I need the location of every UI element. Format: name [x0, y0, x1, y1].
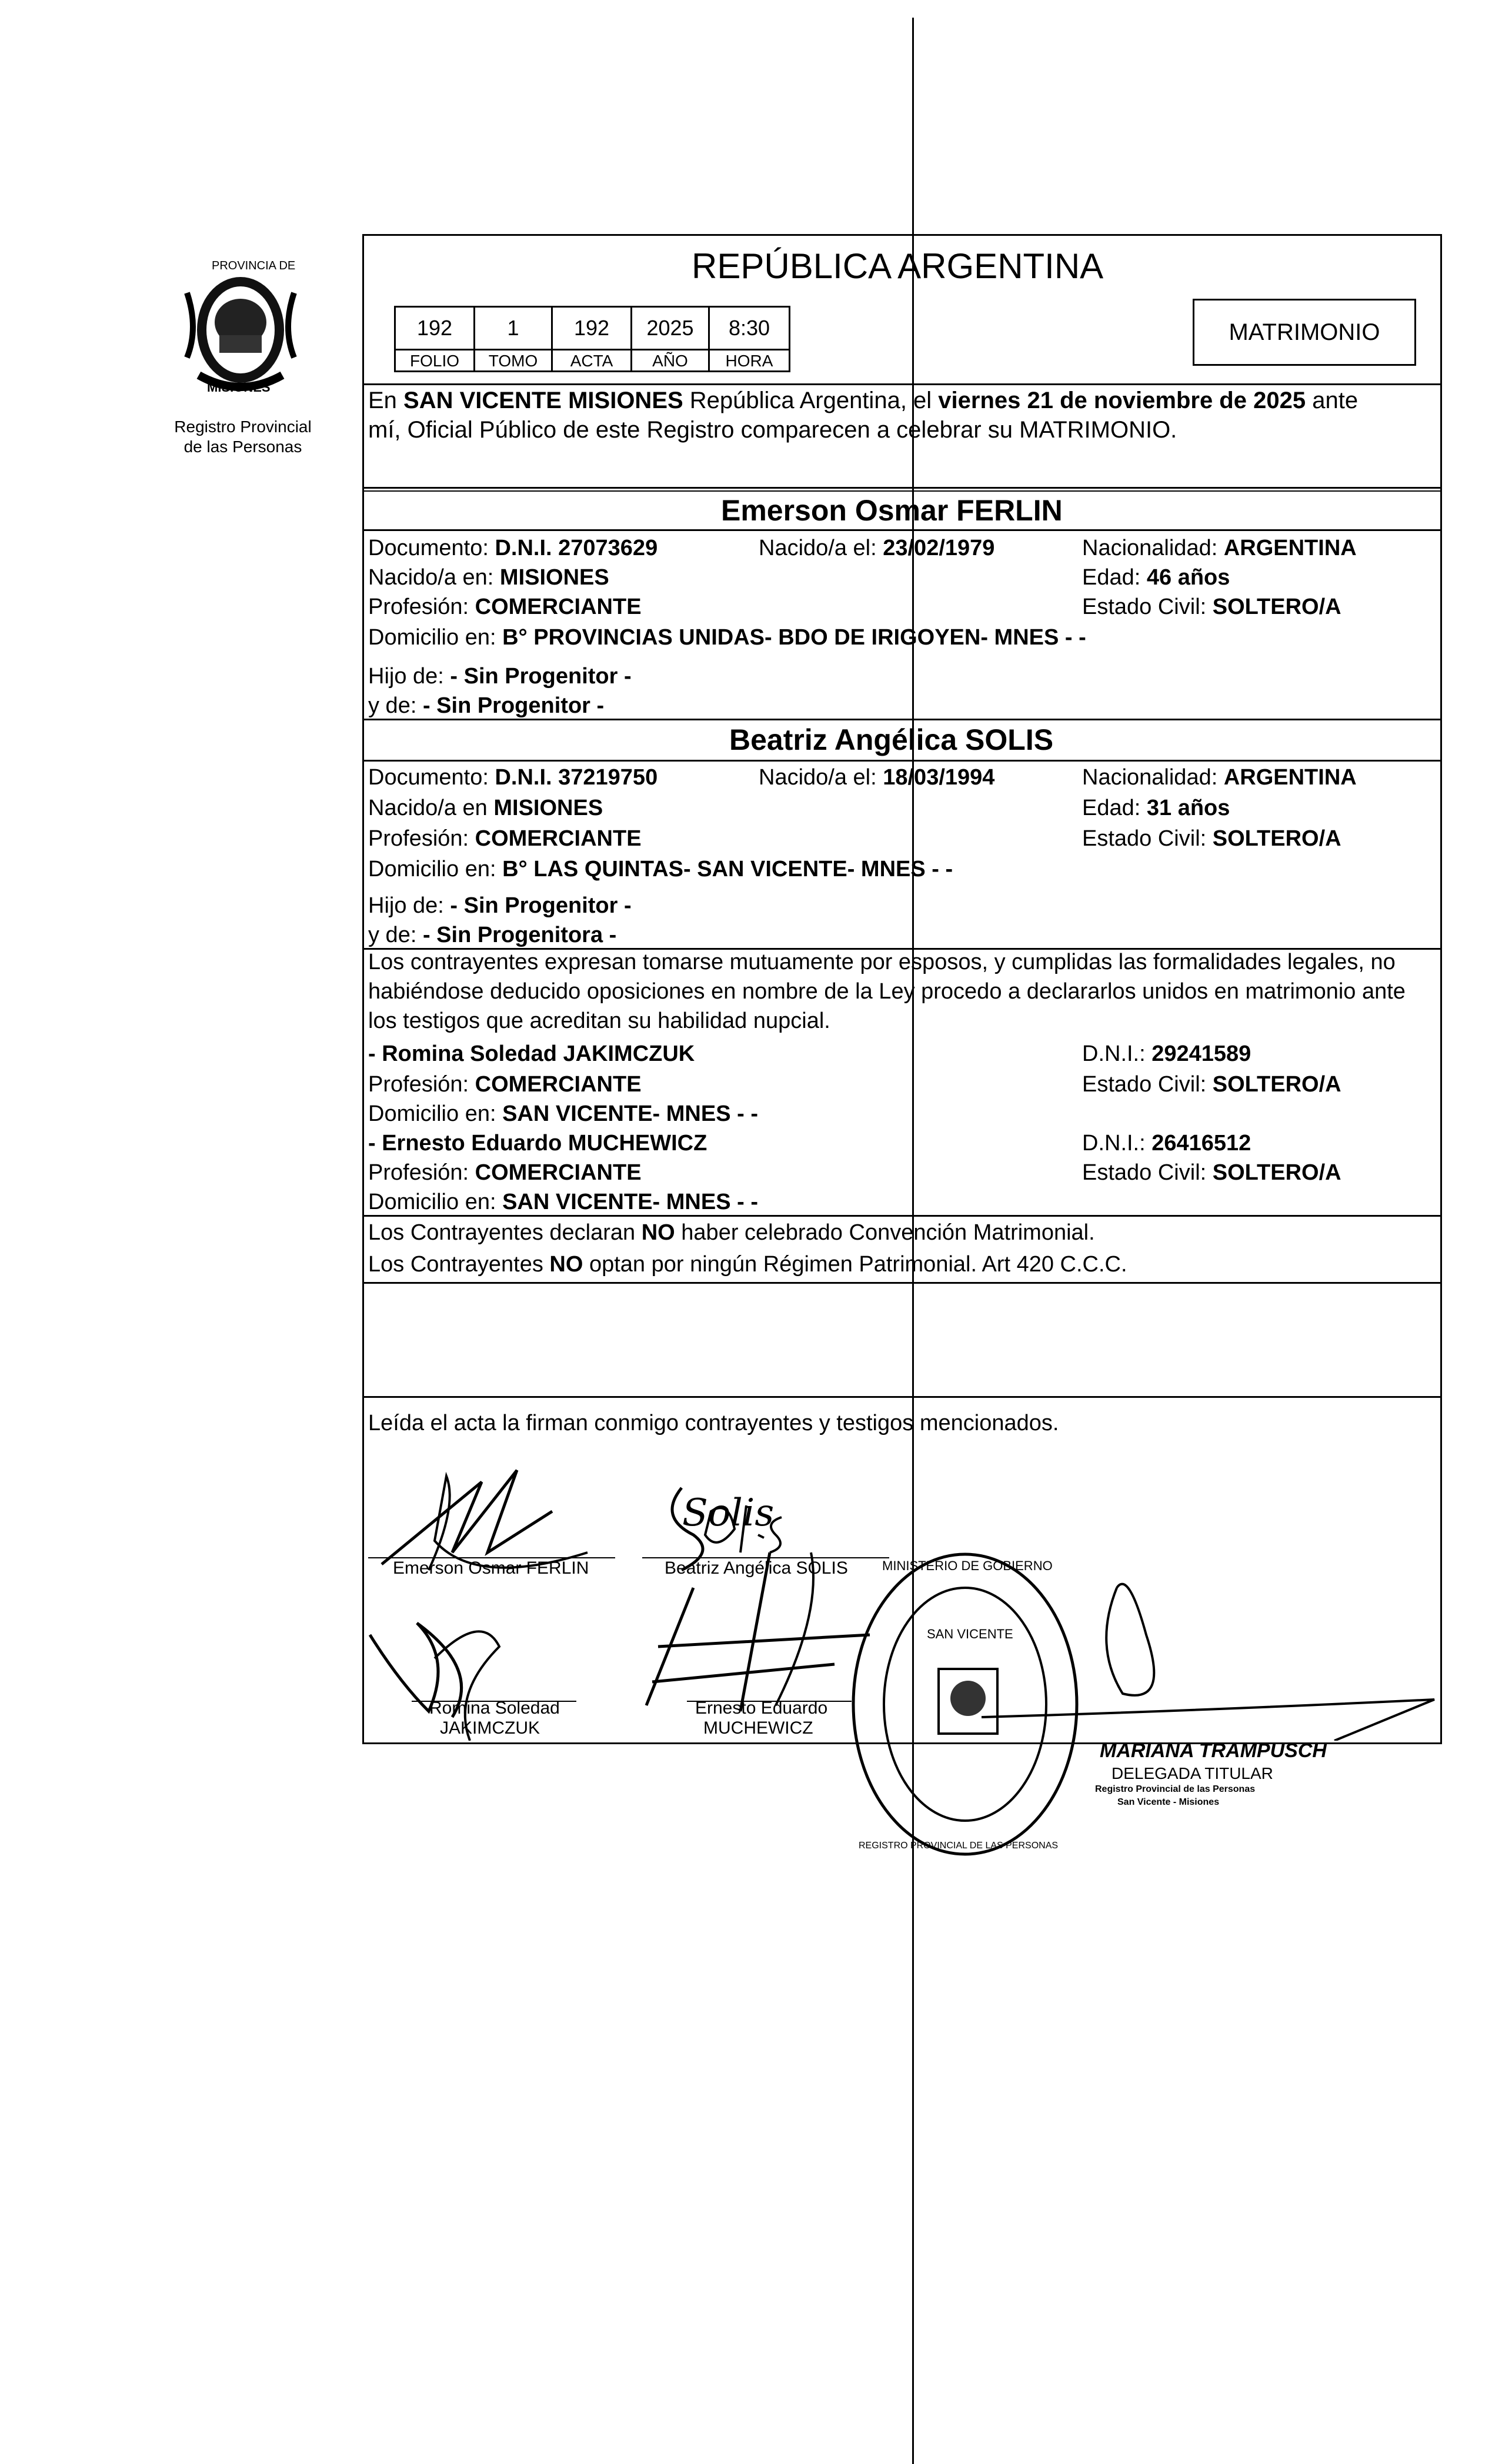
empty-notes-area	[364, 1284, 1440, 1397]
field-value: B° PROVINCIAS UNIDAS- BDO DE IRIGOYEN- MNES - -	[502, 625, 1086, 650]
field-label: Domicilio en:	[368, 1190, 503, 1214]
field-label: Profesión:	[368, 826, 475, 851]
witness2-address	[368, 1189, 758, 1215]
field-value: SAN VICENTE- MNES - -	[502, 1101, 758, 1126]
field-value: MISIONES	[493, 796, 603, 820]
party2-profession	[368, 826, 642, 852]
field-value: SOLTERO/A	[1212, 595, 1341, 619]
field-label: Nacido/a el:	[759, 536, 883, 560]
party1-birthdate	[759, 535, 994, 561]
seal-text-top: PROVINCIA DE	[212, 259, 296, 272]
field-value: D.N.I. 27073629	[495, 536, 658, 560]
field-label: Edad:	[1082, 565, 1147, 590]
party1-name: Emerson Osmar FERLIN	[721, 494, 1063, 527]
field-value: D.N.I. 37219750	[495, 765, 658, 790]
field-value: ARGENTINA	[1223, 765, 1357, 790]
signature-name-witness1-line1: Romina Soledad	[429, 1698, 560, 1718]
field-value: - Sin Progenitor -	[422, 693, 605, 718]
field-value: 26416512	[1151, 1131, 1251, 1156]
field-value: - Sin Progenitora -	[422, 923, 617, 947]
witness2-civil-status	[1082, 1160, 1341, 1186]
field-value: MISIONES	[499, 565, 609, 590]
party2-birthplace	[368, 795, 603, 821]
field-label: Nacionalidad:	[1082, 765, 1224, 790]
field-value: 46 años	[1146, 565, 1230, 590]
regime-text: Los Contrayentes declaran	[368, 1220, 642, 1245]
intro-date: viernes 21 de noviembre de 2025	[938, 388, 1306, 413]
field-label: Domicilio en:	[368, 1101, 503, 1126]
field-label: Hijo de:	[368, 893, 450, 918]
section-divider	[362, 490, 1442, 492]
grid-value-tomo: 1	[473, 306, 553, 350]
field-label: Profesión:	[368, 595, 475, 619]
party1-profession	[368, 594, 642, 620]
field-label: Hijo de:	[368, 664, 450, 689]
witness2-dni	[1082, 1130, 1251, 1156]
grid-value-ano: 2025	[630, 306, 710, 350]
field-label: Domicilio en:	[368, 625, 503, 650]
party1-parent2	[368, 693, 604, 719]
declaration-line3: los testigos que acreditan su habilidad nupcial.	[368, 1009, 830, 1033]
document-type-box: MATRIMONIO	[1193, 299, 1416, 366]
witness1-name: - Romina Soledad JAKIMCZUK	[368, 1041, 695, 1066]
field-label: Edad:	[1082, 796, 1147, 820]
closing-statement: Leída el acta la firman conmigo contrayentes y testigos mencionados.	[368, 1411, 1059, 1435]
field-value: 31 años	[1146, 796, 1230, 820]
witness2-name: - Ernesto Eduardo MUCHEWICZ	[368, 1131, 707, 1156]
intro-text: República Argentina, el	[683, 388, 939, 413]
party2-nationality	[1082, 764, 1357, 790]
field-label: Estado Civil:	[1082, 595, 1213, 619]
header-divider	[362, 383, 1442, 385]
field-label: y de:	[368, 923, 423, 947]
declaration-line1: Los contrayentes expresan tomarse mutuamente por esposos, y cumplidas las formalidades legales, no	[368, 950, 1396, 974]
official-name: MARIANA TRAMPUSCH	[1100, 1740, 1327, 1762]
field-label: D.N.I.:	[1082, 1131, 1152, 1156]
field-value: - Sin Progenitor -	[450, 893, 632, 918]
regime-line2	[368, 1251, 1127, 1277]
party1-nationality	[1082, 535, 1357, 561]
signature-name-witness2-line2: MUCHEWICZ	[703, 1718, 813, 1738]
witness1-dni	[1082, 1041, 1251, 1067]
grid-label-folio: FOLIO	[394, 349, 475, 372]
field-label: Estado Civil:	[1082, 1072, 1213, 1097]
field-value: COMERCIANTE	[475, 1072, 642, 1097]
official-seal-stamp	[845, 1545, 1086, 1863]
signature-handwritten-solis: Solis	[682, 1491, 775, 1535]
section-divider	[362, 719, 1442, 720]
field-value: - Sin Progenitor -	[450, 664, 632, 689]
party2-address	[368, 856, 953, 882]
party1-document	[368, 535, 657, 561]
regime-text: Los Contrayentes	[368, 1252, 550, 1277]
section-divider	[362, 760, 1442, 762]
party2-parent1	[368, 893, 632, 919]
field-label: Nacido/a en	[368, 796, 494, 820]
regime-text: haber celebrado Convención Matrimonial.	[675, 1220, 1095, 1245]
section-divider	[362, 1396, 1442, 1398]
stamp-inner-text: SAN VICENTE	[927, 1627, 1013, 1641]
seal-text-bottom: MISIONES	[207, 380, 271, 395]
regime-negation: NO	[549, 1252, 583, 1277]
field-value: COMERCIANTE	[475, 1160, 642, 1185]
stamp-ring-top: MINISTERIO DE GOBIERNO	[882, 1558, 1053, 1573]
party2-parent2	[368, 922, 616, 948]
field-label: Documento:	[368, 765, 495, 790]
field-label: Domicilio en:	[368, 857, 503, 882]
signature-name-witness2-line1: Ernesto Eduardo	[695, 1698, 828, 1718]
field-value: 29241589	[1151, 1041, 1251, 1066]
field-label: Nacido/a en:	[368, 565, 500, 590]
intro-text: En	[368, 388, 404, 413]
party1-age	[1082, 565, 1230, 590]
field-label: Nacido/a el:	[759, 765, 883, 790]
field-value: SOLTERO/A	[1212, 1160, 1341, 1185]
field-label: Documento:	[368, 536, 495, 560]
signature-name-witness1-line2: JAKIMCZUK	[440, 1718, 540, 1738]
official-place: San Vicente - Misiones	[1117, 1797, 1220, 1807]
regime-negation: NO	[641, 1220, 675, 1245]
section-divider	[362, 1215, 1442, 1217]
field-label: Nacionalidad:	[1082, 536, 1224, 560]
intro-line2: mí, Oficial Público de este Registro comparecen a celebrar su MATRIMONIO.	[368, 417, 1177, 443]
grid-label-hora: HORA	[708, 349, 790, 372]
declaration-line2: habiéndose deducido oposiciones en nombre de la Ley procedo a declararlos unidos en matrimonio ante	[368, 979, 1406, 1004]
grid-label-ano: AÑO	[630, 349, 710, 372]
party2-civil-status	[1082, 826, 1341, 852]
field-value: SOLTERO/A	[1212, 1072, 1341, 1097]
field-label: Profesión:	[368, 1072, 475, 1097]
field-value: COMERCIANTE	[475, 595, 642, 619]
witness1-civil-status	[1082, 1071, 1341, 1097]
field-value: COMERCIANTE	[475, 826, 642, 851]
grid-label-tomo: TOMO	[473, 349, 553, 372]
field-value: B° LAS QUINTAS- SAN VICENTE- MNES - -	[502, 857, 953, 882]
grid-value-hora: 8:30	[708, 306, 790, 350]
grid-label-acta: ACTA	[551, 349, 632, 372]
record-grid	[394, 306, 794, 374]
field-value: SAN VICENTE- MNES - -	[502, 1190, 758, 1214]
party2-name: Beatriz Angélica SOLIS	[729, 723, 1054, 756]
intro-line1	[368, 386, 1358, 415]
official-stamp-icon	[845, 1545, 1086, 1863]
party1-parent1	[368, 663, 632, 689]
field-value: 23/02/1979	[883, 536, 995, 560]
party2-birthdate	[759, 764, 994, 790]
party1-civil-status	[1082, 594, 1341, 620]
grid-value-acta: 192	[551, 306, 632, 350]
field-label: Estado Civil:	[1082, 826, 1213, 851]
page-title: REPÚBLICA ARGENTINA	[692, 246, 1104, 286]
grid-value-folio: 192	[394, 306, 475, 350]
regime-text: optan por ningún Régimen Patrimonial. Art 420 C.C.C.	[583, 1252, 1127, 1277]
party2-age	[1082, 795, 1230, 821]
party2-document	[368, 764, 657, 790]
regime-line1	[368, 1220, 1095, 1246]
org-name-line2: de las Personas	[183, 438, 302, 456]
witness1-address	[368, 1101, 758, 1127]
field-value: SOLTERO/A	[1212, 826, 1341, 851]
party1-address	[368, 625, 1086, 650]
section-divider	[362, 529, 1442, 531]
signature-name-party1: Emerson Osmar FERLIN	[393, 1558, 589, 1578]
intro-place: SAN VICENTE MISIONES	[403, 388, 683, 413]
witness1-profession	[368, 1071, 642, 1097]
witness2-profession	[368, 1160, 642, 1186]
official-role: DELEGADA TITULAR	[1112, 1764, 1273, 1782]
field-label: y de:	[368, 693, 423, 718]
party1-birthplace	[368, 565, 609, 590]
field-value: ARGENTINA	[1223, 536, 1357, 560]
field-label: D.N.I.:	[1082, 1041, 1152, 1066]
section-divider	[362, 487, 1442, 489]
field-label: Profesión:	[368, 1160, 475, 1185]
official-org: Registro Provincial de las Personas	[1095, 1784, 1256, 1794]
intro-text: ante	[1306, 388, 1359, 413]
field-value: 18/03/1994	[883, 765, 995, 790]
org-name-line1: Registro Provincial	[174, 418, 312, 436]
stamp-ring-bottom: REGISTRO PROVINCIAL DE LAS PERSONAS	[859, 1841, 1059, 1851]
signature-name-party2: Beatriz Angélica SOLIS	[665, 1558, 848, 1578]
field-label: Estado Civil:	[1082, 1160, 1213, 1185]
